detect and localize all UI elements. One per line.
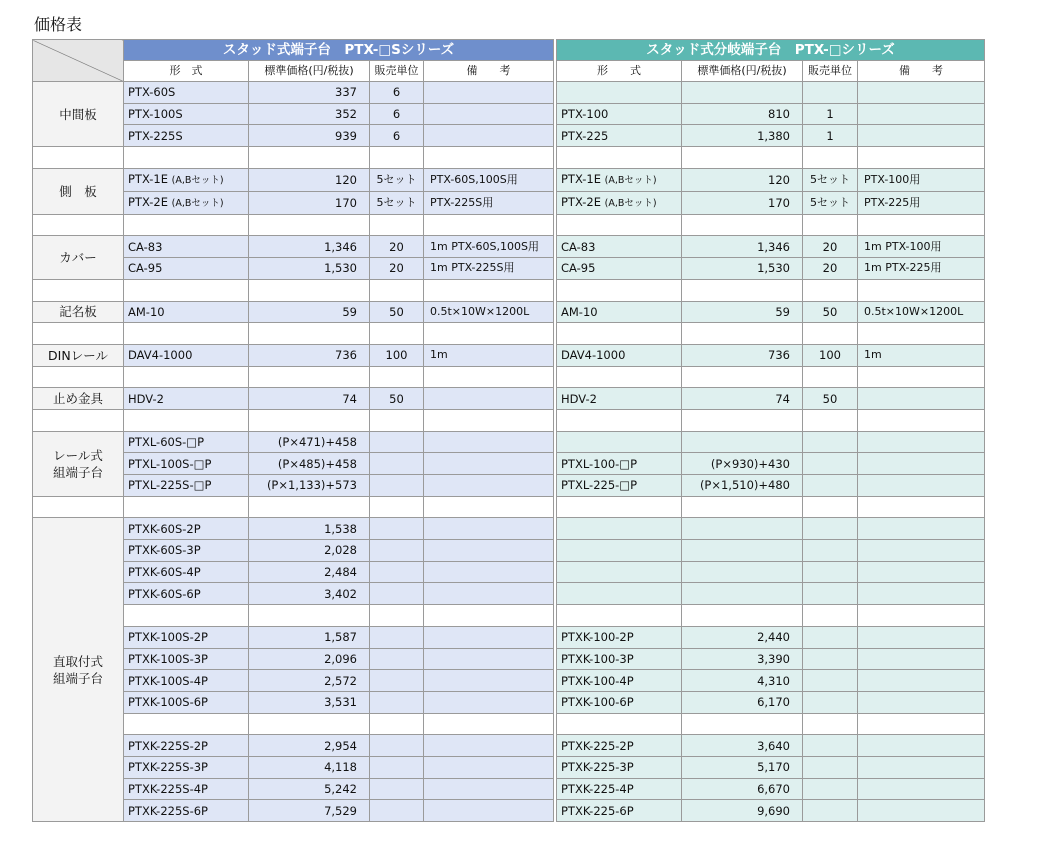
category-line-2: 組端子台 [52, 464, 103, 480]
price-cell: 736 [682, 344, 803, 366]
model-set-note: (A,Bセット) [604, 197, 657, 209]
unit-cell [370, 670, 424, 692]
note-cell [424, 453, 554, 475]
model-cell: PTXK-60S-2P [124, 518, 249, 540]
table-row [557, 800, 985, 822]
unit-cell: 1 [803, 125, 858, 147]
table-row [557, 756, 985, 778]
model-cell: PTXL-100S-□P [124, 453, 249, 475]
unit-cell [370, 626, 424, 648]
table-row [33, 236, 554, 258]
note-cell [858, 800, 985, 822]
price-cell: 1,538 [249, 518, 370, 540]
spacer-row [557, 496, 985, 518]
note-cell [424, 388, 554, 410]
unit-cell: 5セット [370, 168, 424, 191]
price-cell: 939 [249, 125, 370, 147]
col-header-model: 形 式 [557, 61, 682, 82]
spacer-row [557, 147, 985, 169]
spacer-row [33, 279, 554, 301]
table-row [557, 540, 985, 562]
unit-cell [803, 626, 858, 648]
page-title: 価格表 [34, 15, 83, 34]
spacer-row [33, 214, 554, 236]
model-cell [557, 168, 682, 191]
model-cell: HDV-2 [557, 388, 682, 410]
note-cell [858, 626, 985, 648]
unit-cell [803, 756, 858, 778]
price-cell: 352 [249, 103, 370, 125]
price-cell: 1,346 [249, 236, 370, 258]
model-cell: PTXK-100-2P [557, 626, 682, 648]
category-label: 中間板 [33, 82, 124, 147]
unit-cell [370, 561, 424, 583]
note-cell [858, 103, 985, 125]
note-cell [424, 670, 554, 692]
note-cell: 0.5t×10W×1200L [424, 301, 554, 323]
model-cell: PTXL-60S-□P [124, 431, 249, 453]
unit-cell [803, 735, 858, 757]
price-cell: 2,572 [249, 670, 370, 692]
spacer-row [557, 279, 985, 301]
unit-cell [803, 475, 858, 497]
note-cell: 1m PTX-225S用 [424, 258, 554, 280]
note-cell [424, 626, 554, 648]
unit-cell: 6 [370, 82, 424, 104]
model-cell: CA-83 [124, 236, 249, 258]
unit-cell: 1 [803, 103, 858, 125]
note-cell [858, 388, 985, 410]
model-cell: DAV4-1000 [124, 344, 249, 366]
price-cell: 120 [249, 168, 370, 191]
unit-cell [370, 778, 424, 800]
series-title-ptx: スタッド式分岐端子台 PTX-□シリーズ [557, 40, 985, 61]
note-cell: PTX-225S用 [424, 191, 554, 214]
price-cell: 3,531 [249, 691, 370, 713]
unit-cell [370, 756, 424, 778]
price-cell: 4,310 [682, 670, 803, 692]
unit-cell: 50 [370, 301, 424, 323]
model-cell: PTX-100 [557, 103, 682, 125]
category-label: 止め金具 [33, 388, 124, 410]
table-row [557, 778, 985, 800]
spacer-row [33, 323, 554, 345]
table-row [557, 561, 985, 583]
price-cell: 4,118 [249, 756, 370, 778]
unit-cell [803, 670, 858, 692]
model-cell: CA-95 [124, 258, 249, 280]
unit-cell: 6 [370, 125, 424, 147]
unit-cell: 20 [803, 258, 858, 280]
note-cell [424, 518, 554, 540]
model-cell: PTXK-225S-4P [124, 778, 249, 800]
table-row [557, 103, 985, 125]
table-row [33, 301, 554, 323]
spacer-row [557, 409, 985, 431]
note-cell [858, 475, 985, 497]
spacer-row [33, 147, 554, 169]
price-cell: (P×1,133)+573 [249, 475, 370, 497]
price-cell: 5,170 [682, 756, 803, 778]
category-label [33, 518, 124, 822]
spacer-row [557, 713, 985, 735]
series-title-ptx-s: スタッド式端子台 PTX-□Sシリーズ [124, 40, 554, 61]
price-cell: 170 [249, 191, 370, 214]
category-line-2: 組端子台 [52, 670, 103, 686]
unit-cell [370, 583, 424, 605]
unit-cell: 50 [803, 388, 858, 410]
spacer-row [33, 409, 554, 431]
unit-cell: 20 [370, 236, 424, 258]
unit-cell [803, 453, 858, 475]
model-cell: PTXK-225S-6P [124, 800, 249, 822]
table-row [557, 431, 985, 453]
model-cell: PTXK-225-6P [557, 800, 682, 822]
price-cell: 6,170 [682, 691, 803, 713]
note-cell [858, 691, 985, 713]
spacer-row [33, 496, 554, 518]
price-cell: 5,242 [249, 778, 370, 800]
category-label: 側 板 [33, 168, 124, 214]
note-cell [424, 735, 554, 757]
note-cell: 1m PTX-225用 [858, 258, 985, 280]
model-cell: PTXK-60S-3P [124, 540, 249, 562]
price-cell: 337 [249, 82, 370, 104]
model-cell: HDV-2 [124, 388, 249, 410]
unit-cell: 5セット [803, 168, 858, 191]
unit-cell: 20 [803, 236, 858, 258]
note-cell [858, 648, 985, 670]
unit-cell [370, 691, 424, 713]
price-cell: 74 [682, 388, 803, 410]
price-cell: (P×930)+430 [682, 453, 803, 475]
table-row [557, 735, 985, 757]
note-cell [424, 82, 554, 104]
unit-cell [370, 800, 424, 822]
col-header-unit: 販売単位 [803, 61, 858, 82]
model-cell: PTXK-100-3P [557, 648, 682, 670]
col-header-model: 形 式 [124, 61, 249, 82]
note-cell [858, 756, 985, 778]
table-row [557, 191, 985, 214]
category-label [33, 431, 124, 496]
price-cell: 1,530 [249, 258, 370, 280]
price-cell: 2,954 [249, 735, 370, 757]
unit-cell [803, 800, 858, 822]
table-row [557, 236, 985, 258]
note-cell [424, 583, 554, 605]
unit-cell: 100 [370, 344, 424, 366]
model-cell: PTXL-225S-□P [124, 475, 249, 497]
model-cell: PTXK-100-6P [557, 691, 682, 713]
unit-cell [803, 778, 858, 800]
note-cell: PTX-60S,100S用 [424, 168, 554, 191]
unit-cell [370, 648, 424, 670]
model-name: PTX-1E [128, 171, 168, 186]
spacer-row [557, 214, 985, 236]
note-cell [424, 475, 554, 497]
note-cell: 0.5t×10W×1200L [858, 301, 985, 323]
unit-cell: 6 [370, 103, 424, 125]
model-cell: PTXK-100S-3P [124, 648, 249, 670]
note-cell [858, 778, 985, 800]
note-cell [858, 670, 985, 692]
col-header-price: 標準価格(円/税抜) [249, 61, 370, 82]
note-cell: 1m PTX-100用 [858, 236, 985, 258]
table-row [33, 518, 554, 540]
model-cell: PTXL-100-□P [557, 453, 682, 475]
unit-cell [803, 691, 858, 713]
price-cell: 170 [682, 191, 803, 214]
note-cell [424, 103, 554, 125]
price-cell: 1,530 [682, 258, 803, 280]
price-cell: 2,484 [249, 561, 370, 583]
model-cell: PTXK-100S-2P [124, 626, 249, 648]
price-cell: 74 [249, 388, 370, 410]
model-cell: PTX-60S [124, 82, 249, 104]
unit-cell: 5セット [370, 191, 424, 214]
price-table-ptx-series [556, 39, 985, 822]
note-cell [424, 800, 554, 822]
price-cell: (P×471)+458 [249, 431, 370, 453]
category-line-1: レール式 [53, 447, 103, 463]
price-cell: 1,346 [682, 236, 803, 258]
model-cell: PTX-225 [557, 125, 682, 147]
table-row [557, 648, 985, 670]
model-cell: PTXK-100-4P [557, 670, 682, 692]
model-cell: PTXK-100S-4P [124, 670, 249, 692]
note-cell [858, 735, 985, 757]
note-cell: 1m [858, 344, 985, 366]
category-label: カバー [33, 236, 124, 279]
model-set-note: (A,Bセット) [604, 174, 657, 186]
unit-cell [370, 475, 424, 497]
col-header-unit: 販売単位 [370, 61, 424, 82]
model-cell [124, 168, 249, 191]
note-cell: PTX-225用 [858, 191, 985, 214]
price-cell: 1,380 [682, 125, 803, 147]
col-header-price: 標準価格(円/税抜) [682, 61, 803, 82]
table-row [557, 258, 985, 280]
spacer-row [557, 366, 985, 388]
model-cell: AM-10 [557, 301, 682, 323]
spacer-row [33, 366, 554, 388]
price-cell: 9,690 [682, 800, 803, 822]
note-cell: 1m PTX-60S,100S用 [424, 236, 554, 258]
price-cell: 2,028 [249, 540, 370, 562]
unit-cell: 50 [370, 388, 424, 410]
table-row [557, 475, 985, 497]
model-cell: PTX-100S [124, 103, 249, 125]
model-cell: CA-83 [557, 236, 682, 258]
model-set-note: (A,Bセット) [171, 197, 224, 209]
price-cell: 59 [249, 301, 370, 323]
price-cell: 2,440 [682, 626, 803, 648]
model-cell: PTXK-225-2P [557, 735, 682, 757]
unit-cell: 50 [803, 301, 858, 323]
model-cell: PTXK-225S-2P [124, 735, 249, 757]
model-name: PTX-2E [561, 194, 601, 209]
note-cell: PTX-100用 [858, 168, 985, 191]
model-cell [124, 191, 249, 214]
price-cell: 3,390 [682, 648, 803, 670]
unit-cell: 20 [370, 258, 424, 280]
unit-cell [370, 518, 424, 540]
category-line-1: 直取付式 [52, 653, 103, 669]
note-cell [424, 540, 554, 562]
model-set-note: (A,Bセット) [171, 174, 224, 186]
price-cell: (P×1,510)+480 [682, 475, 803, 497]
note-cell [424, 561, 554, 583]
unit-cell [370, 540, 424, 562]
unit-cell [370, 431, 424, 453]
unit-cell: 5セット [803, 191, 858, 214]
price-cell: 1,587 [249, 626, 370, 648]
unit-cell [803, 648, 858, 670]
table-row [33, 168, 554, 191]
note-cell [858, 125, 985, 147]
table-row [557, 626, 985, 648]
unit-cell [370, 735, 424, 757]
col-header-note: 備 考 [424, 61, 554, 82]
model-cell [557, 191, 682, 214]
price-cell: 3,402 [249, 583, 370, 605]
unit-cell: 100 [803, 344, 858, 366]
model-cell: PTXK-60S-6P [124, 583, 249, 605]
note-cell [424, 431, 554, 453]
note-cell [424, 778, 554, 800]
note-cell [424, 648, 554, 670]
model-cell: PTXK-225-4P [557, 778, 682, 800]
table-row [557, 453, 985, 475]
table-row [557, 583, 985, 605]
category-label: 記名板 [33, 301, 124, 323]
table-row [557, 125, 985, 147]
model-cell: AM-10 [124, 301, 249, 323]
price-cell: 3,640 [682, 735, 803, 757]
note-cell [424, 691, 554, 713]
price-cell: 2,096 [249, 648, 370, 670]
table-row [557, 388, 985, 410]
price-cell: 6,670 [682, 778, 803, 800]
table-row [557, 168, 985, 191]
model-cell: PTXK-225S-3P [124, 756, 249, 778]
col-header-note: 備 考 [858, 61, 985, 82]
note-cell [424, 125, 554, 147]
model-cell: DAV4-1000 [557, 344, 682, 366]
spacer-row [557, 605, 985, 627]
table-row [557, 82, 985, 104]
price-cell: 810 [682, 103, 803, 125]
table-row [33, 82, 554, 104]
note-cell [858, 453, 985, 475]
model-cell: PTXK-100S-6P [124, 691, 249, 713]
table-row [33, 431, 554, 453]
model-name: PTX-1E [561, 171, 601, 186]
table-row [557, 691, 985, 713]
table-row [33, 388, 554, 410]
diagonal-header-cell [33, 40, 124, 82]
price-cell: 736 [249, 344, 370, 366]
model-cell: PTX-225S [124, 125, 249, 147]
note-cell: 1m [424, 344, 554, 366]
note-cell [424, 756, 554, 778]
model-cell: PTXL-225-□P [557, 475, 682, 497]
spacer-row [557, 323, 985, 345]
price-cell: 120 [682, 168, 803, 191]
category-label: DINレール [33, 344, 124, 366]
model-cell: PTXK-225-3P [557, 756, 682, 778]
table-row [557, 518, 985, 540]
price-cell: (P×485)+458 [249, 453, 370, 475]
table-row [33, 344, 554, 366]
model-cell: CA-95 [557, 258, 682, 280]
table-row [557, 670, 985, 692]
unit-cell [370, 453, 424, 475]
table-row [557, 344, 985, 366]
price-table-ptx-s-series [32, 39, 554, 822]
price-cell: 59 [682, 301, 803, 323]
table-row [557, 301, 985, 323]
price-cell: 7,529 [249, 800, 370, 822]
model-name: PTX-2E [128, 194, 168, 209]
model-cell: PTXK-60S-4P [124, 561, 249, 583]
